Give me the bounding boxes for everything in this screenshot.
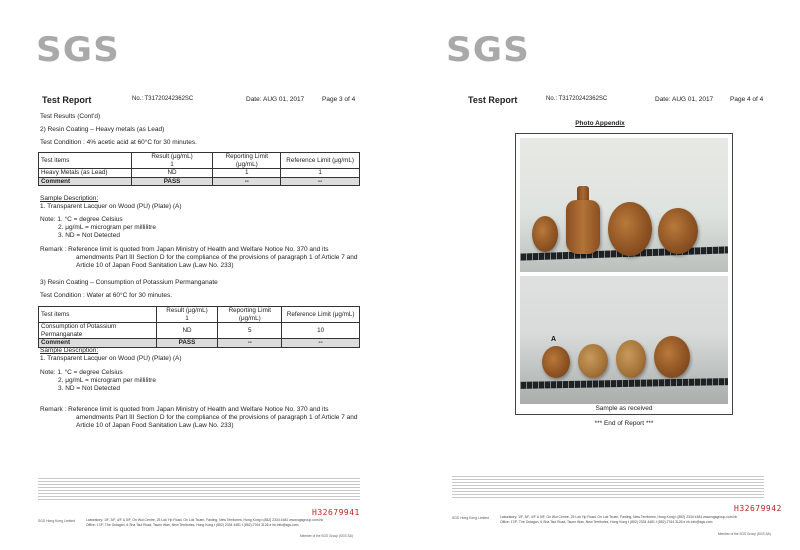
remark-line: Remark : Reference limit is quoted from Japan Ministry of Health and Welfare Notice No. 370 and its [40,406,329,413]
table-header-row [39,307,360,323]
page-number: Page 4 of 4 [730,96,764,103]
end-of-report: *** End of Report *** [594,420,654,427]
remark-line: Article 10 of Japan Food Sanitation Law (Law No. 233) [76,262,234,269]
report-date: Date: AUG 01, 2017 [246,96,305,103]
report-number: No.: T31720242362SC [546,96,608,102]
table-cell: -- [281,177,360,186]
sample-photo-top [520,138,728,272]
member-line: Member of the SGS Group (SGS SA) [718,532,771,536]
table-header-row [39,153,360,169]
office-address: Office: 17/F, The Octagon, 6 Sha Tsui Road, Tsuen Wan, New Territories, Hong Kong t (852) 2334 4481 f (852) 2764 3126 e hk.info@sgs.com [86,523,299,527]
table-cell: -- [218,339,282,348]
terms-fine-print [38,478,360,500]
table-cell: ND [156,323,218,339]
note-line: 2. μg/mL = microgram per millilitre [58,377,156,384]
table-row [39,339,360,348]
sample-photo-bottom [520,276,728,404]
table-cell: Consumption of Potassium Permanganate [39,323,157,339]
table-cell: PASS [156,339,218,348]
table-cell: -- [282,339,360,348]
serial-number: H32679941 [312,508,360,517]
permanganate-table [38,306,360,348]
photo-frame [515,133,733,415]
sample-marker: A [551,336,557,343]
table-cell: 10 [282,323,360,339]
lab-address: Laboratory: 1/F, 3/F, 4/F & 5/F, On Wui Centre, 25 Lok Yip Road, On Lok Tsuen, Fanling, New Territories, Hong Kong t (852) 2334 4481 www.sgsgroup.com.hk [500,515,738,519]
sgs-company-name: SGS Hong Kong Limited [452,516,489,520]
photo-appendix-heading: Photo Appendix [575,120,625,127]
table-cell: Comment [39,339,157,348]
remark-line: amendments Part III Section D for the compliance of the provisions of paragraph 1 of Article 7 and [76,414,358,421]
wooden-plate [616,340,646,378]
table-header: Reporting Limit (μg/mL) [213,153,281,169]
remark-line: Remark : Reference limit is quoted from Japan Ministry of Health and Welfare Notice No. 370 and its [40,246,329,253]
member-line: Member of the SGS Group (SGS SA) [300,534,353,538]
wooden-paddle-board [566,186,600,254]
table-cell: PASS [131,177,213,186]
table-cell: 1 [213,169,281,178]
note-line: Note: 1. °C = degree Celsius [40,369,123,376]
test-condition: Test Condition : Water at 60°C for 30 minutes. [40,292,173,299]
heavy-metals-table [38,152,360,186]
table-header: Reference Limit (μg/mL) [281,153,360,169]
ruler [520,378,728,389]
wooden-plate [532,216,558,252]
table-header: Test items [39,153,132,169]
table-cell: Comment [39,177,132,186]
section-heading: 3) Resin Coating – Consumption of Potassium Permanganate [40,279,218,286]
photo-caption: Sample as received [595,405,653,412]
wooden-plate [654,336,690,378]
sgs-logo: SGS [446,30,530,70]
table-header: Reference Limit (μg/mL) [282,307,360,323]
report-title: Test Report [42,95,92,105]
table-row [39,169,360,178]
table-row [39,177,360,186]
table-cell: 5 [218,323,282,339]
report-date: Date: AUG 01, 2017 [655,96,714,103]
test-condition: Test Condition : 4% acetic acid at 60°C for 30 minutes. [40,139,197,146]
note-line: 2. μg/mL = microgram per millilitre [58,224,156,231]
page-header [0,96,400,108]
office-address: Office: 17/F, The Octagon, 6 Sha Tsui Road, Tsuen Wan, New Territories, Hong Kong t (852) 2334 4481 f (852) 2764 3126 e hk.info@sgs.com [500,520,713,524]
page-number: Page 3 of 4 [322,96,356,103]
note-line: Note: 1. °C = degree Celsius [40,216,123,223]
test-results-heading: Test Results (Cont'd) [40,113,101,120]
serial-number: H32679942 [734,504,782,513]
report-title: Test Report [468,95,518,105]
sgs-company-name: SGS Hong Kong Limited [38,519,75,523]
note-line: 3. ND = Not Detected [58,232,120,239]
sample-item: 1. Transparent Lacquer on Wood (PU) (Plate) (A) [40,355,182,362]
table-cell: Heavy Metals (as Lead) [39,169,132,178]
table-header: Test items [39,307,157,323]
table-header: Result (μg/mL) 1 [131,153,213,169]
report-number: No.: T31720242362SC [132,96,194,102]
sgs-logo: SGS [36,30,120,70]
table-cell: ND [131,169,213,178]
sample-description-heading: Sample Description: [40,195,99,202]
remark-line: amendments Part III Section D for the compliance of the provisions of paragraph 1 of Article 7 and [76,254,358,261]
lab-address: Laboratory: 1/F, 3/F, 4/F & 5/F, On Wui Centre, 25 Lok Yip Road, On Lok Tsuen, Fanling, New Territories, Hong Kong t (852) 2334 4481 www.sgsgroup.com.hk [86,518,324,522]
sample-item: 1. Transparent Lacquer on Wood (PU) (Plate) (A) [40,203,182,210]
table-cell: 1 [281,169,360,178]
page-header [400,96,800,108]
table-row [39,323,360,339]
wooden-plate [578,344,608,378]
wooden-plate [608,202,652,256]
wooden-plate [542,346,570,378]
table-header: Result (μg/mL) 1 [156,307,218,323]
report-page-4 [400,0,800,550]
sample-description-heading: Sample Description: [40,347,99,354]
wooden-plate [658,208,698,254]
remark-line: Article 10 of Japan Food Sanitation Law (Law No. 233) [76,422,234,429]
table-cell: -- [213,177,281,186]
terms-fine-print [452,476,764,498]
note-line: 3. ND = Not Detected [58,385,120,392]
table-header: Reporting Limit (μg/mL) [218,307,282,323]
section-heading: 2) Resin Coating – Heavy metals (as Lead) [40,126,165,133]
